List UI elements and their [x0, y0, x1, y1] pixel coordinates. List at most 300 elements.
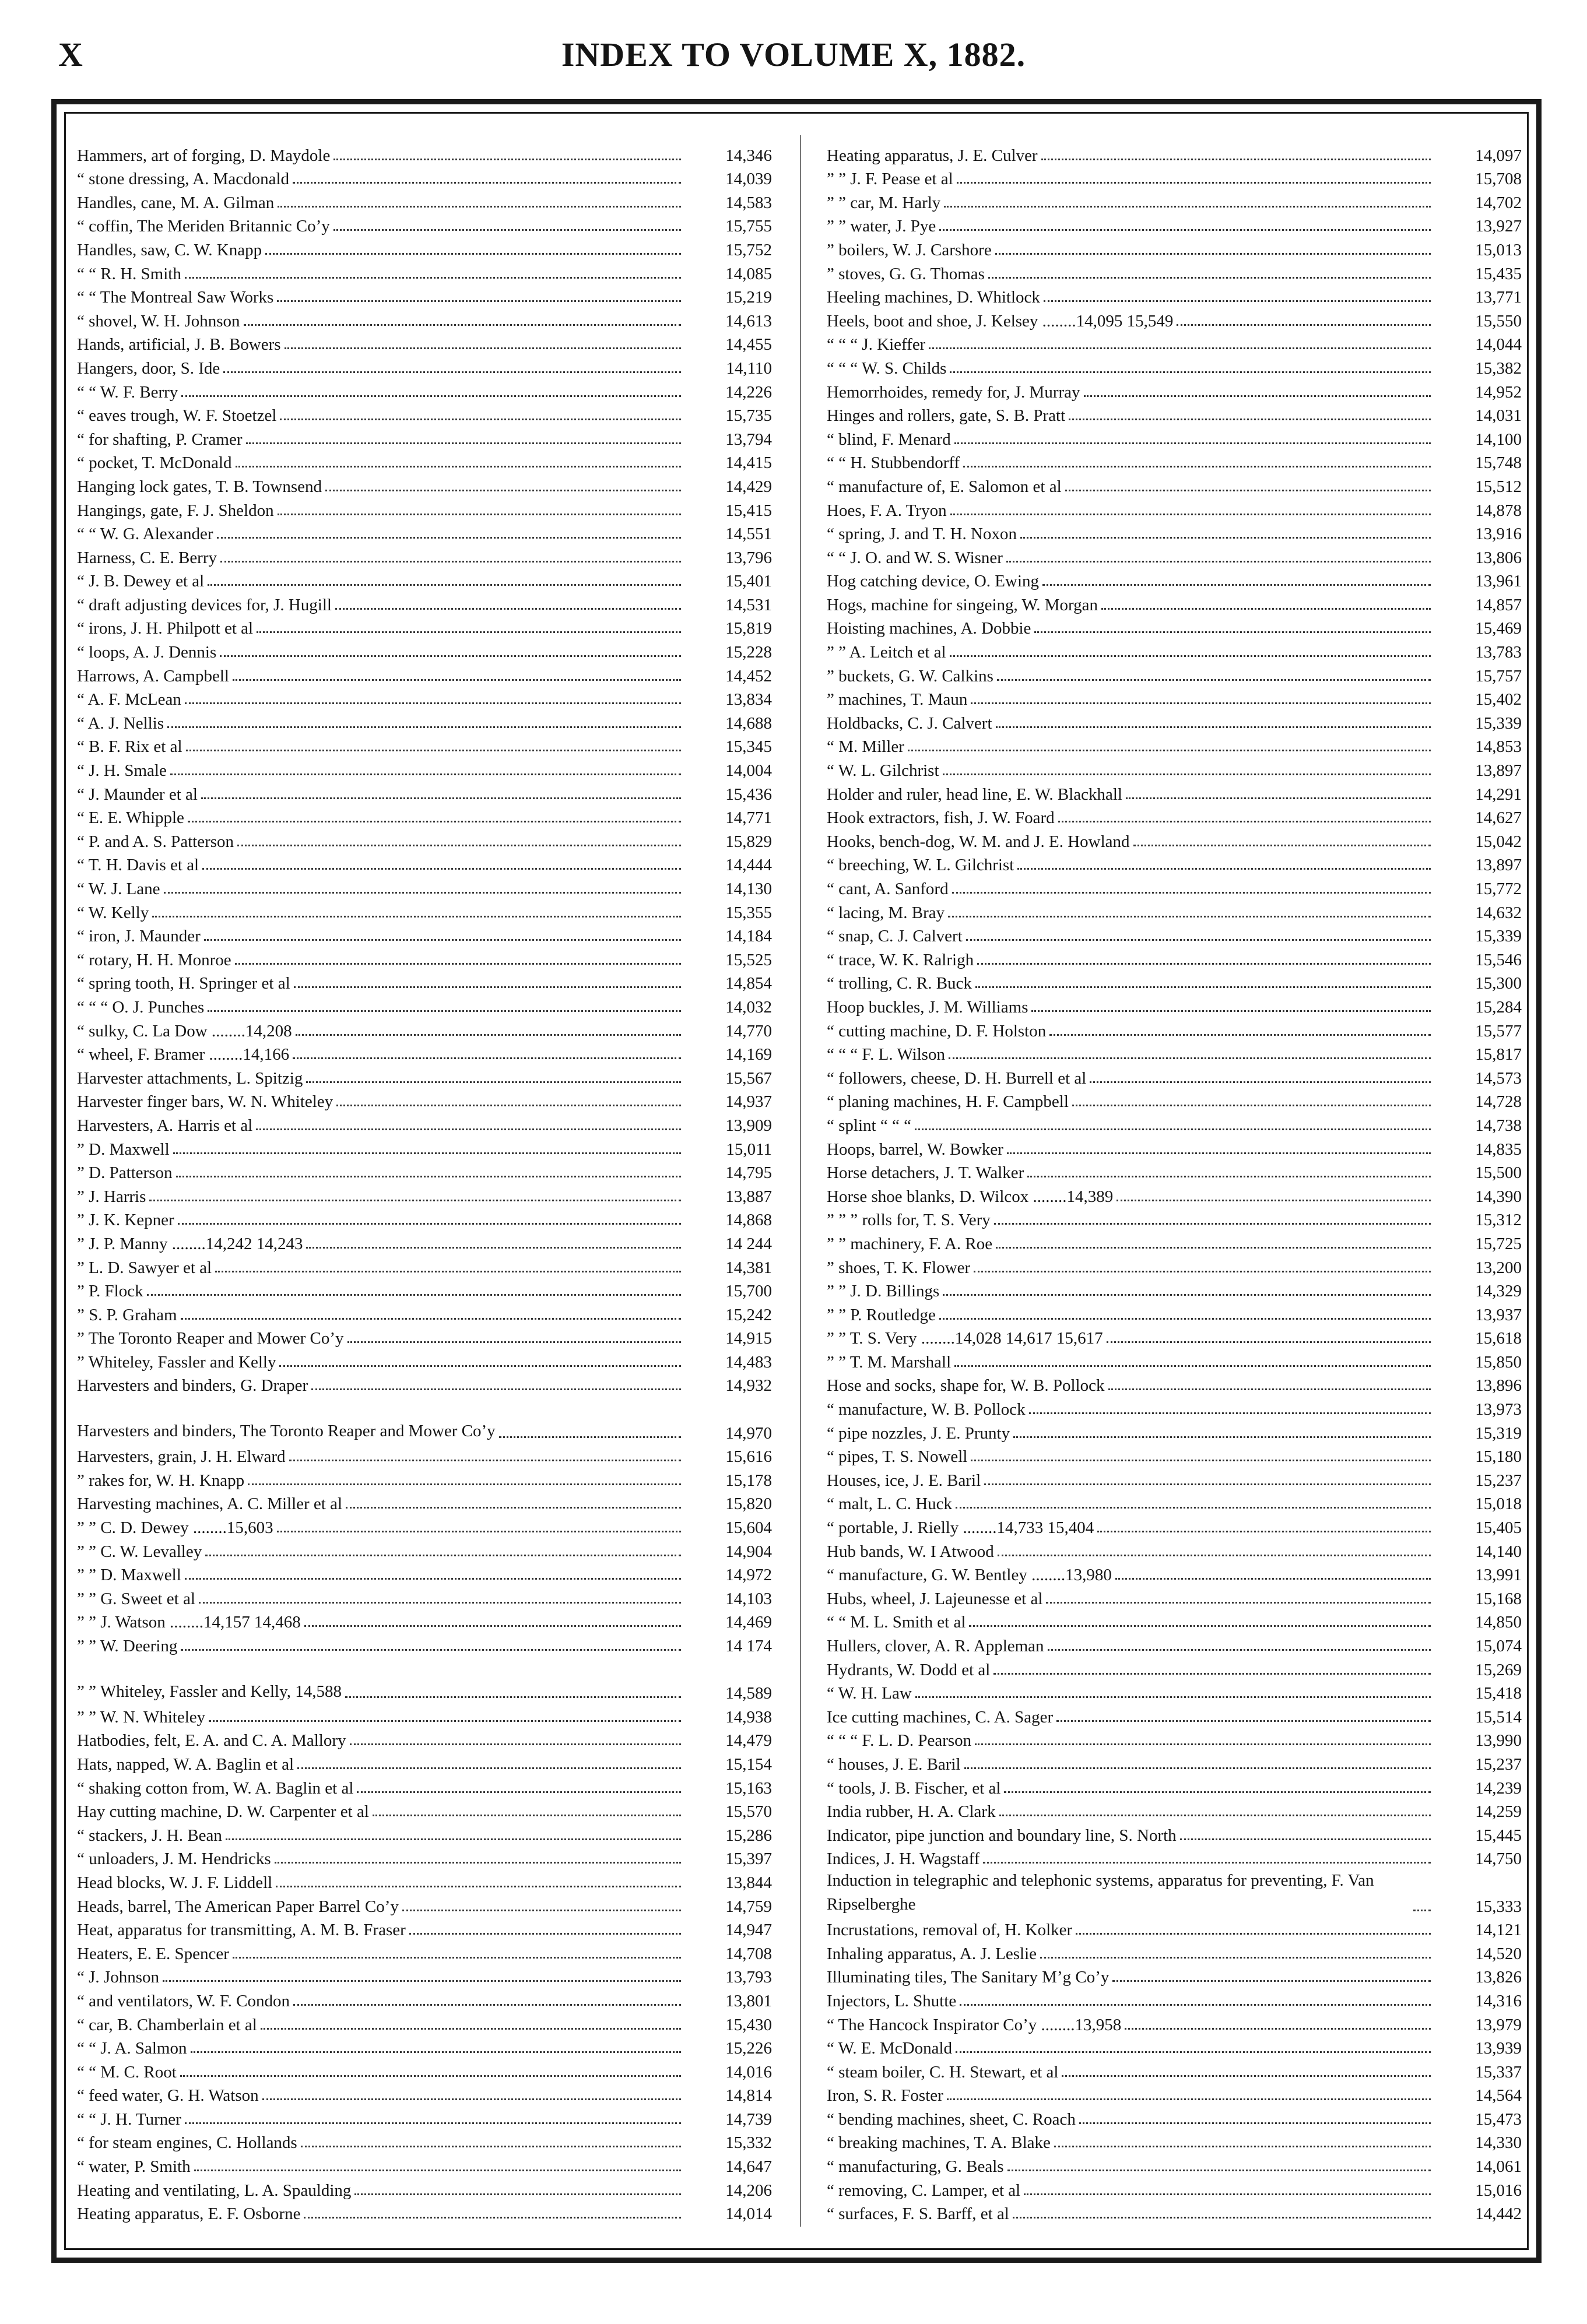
- leader-dots: [235, 963, 681, 965]
- index-entry: [77, 709, 772, 733]
- entry-text: “ M. Miller: [827, 737, 904, 757]
- index-entry: [827, 733, 1522, 757]
- leader-dots: [997, 679, 1431, 681]
- entry-page-number: 14 244: [725, 1234, 772, 1253]
- entry-text: Harvesters and binders, The Toronto Reaper and Mower Co’y: [77, 1422, 496, 1441]
- index-entry: [827, 1301, 1522, 1325]
- leader-dots: [191, 2051, 682, 2053]
- index-entry: [77, 733, 772, 757]
- leader-dots: [1007, 1152, 1431, 1154]
- entry-page-number: 14,613: [725, 311, 772, 331]
- index-entry: [827, 591, 1522, 615]
- leader-dots: [185, 702, 681, 704]
- entry-page-number: 15,512: [1475, 477, 1522, 496]
- entry-text: “ cutting machine, D. F. Holston: [827, 1021, 1047, 1040]
- leader-dots: [954, 442, 1431, 444]
- entry-text: Hammers, art of forging, D. Maydole: [77, 146, 331, 165]
- entry-text: “ “ M. C. Root: [77, 2062, 177, 2082]
- entry-page-number: 15,755: [725, 217, 772, 236]
- entry-text: “ loops, A. J. Dennis: [77, 643, 217, 662]
- leader-dots: [915, 1696, 1431, 1698]
- entry-text: “ manufacture, W. B. Pollock: [827, 1400, 1026, 1419]
- index-entry: [77, 591, 772, 615]
- entry-text: “ for shafting, P. Cramer: [77, 430, 243, 449]
- entry-page-number: 15,415: [725, 501, 772, 520]
- leader-dots: [966, 939, 1431, 941]
- leader-dots: [275, 1862, 681, 1864]
- leader-dots: [1013, 2217, 1431, 2218]
- index-entry: [827, 1538, 1522, 1562]
- entry-text: Holdbacks, C. J. Calvert: [827, 713, 992, 733]
- index-entry: [77, 1490, 772, 1514]
- entry-text: “ sulky, C. La Dow ........14,208: [77, 1021, 292, 1040]
- leader-dots: [164, 892, 681, 894]
- leader-dots: [289, 1460, 681, 1461]
- entry-page-number: 14,415: [725, 453, 772, 473]
- entry-page-number: 14,259: [1475, 1802, 1522, 1822]
- entry-page-number: 15,339: [1475, 927, 1522, 946]
- leader-dots: [1054, 2146, 1431, 2147]
- leader-dots: [199, 1602, 681, 1604]
- entry-page-number: 15,402: [1475, 690, 1522, 709]
- index-entry: [77, 2105, 772, 2129]
- entry-page-number: 15,339: [1475, 713, 1522, 733]
- entry-page-number: 15,735: [725, 406, 772, 426]
- entry-page-number: 14,853: [1475, 737, 1522, 757]
- leader-dots: [1076, 1933, 1431, 1935]
- entry-text: Hangers, door, S. Ide: [77, 358, 220, 378]
- index-entry: [77, 2011, 772, 2035]
- entry-text: ” stoves, G. G. Thomas: [827, 264, 985, 283]
- entry-text: Hangings, gate, F. J. Sheldon: [77, 501, 274, 520]
- entry-text: Indicator, pipe junction and boundary line, S. North: [827, 1826, 1177, 1845]
- leader-dots: [215, 1271, 681, 1272]
- leader-dots: [971, 702, 1431, 704]
- entry-text: Harrows, A. Campbell: [77, 666, 229, 685]
- entry-page-number: 14,442: [1475, 2205, 1522, 2224]
- index-entry: [827, 426, 1522, 449]
- entry-text: Iron, S. R. Foster: [827, 2086, 943, 2105]
- index-entry: [827, 2082, 1522, 2106]
- entry-page-number: 14,850: [1475, 1613, 1522, 1632]
- column-divider: [800, 135, 801, 2227]
- index-entry: [827, 2035, 1522, 2059]
- entry-page-number: 15,570: [725, 1802, 772, 1822]
- entry-text: Harvesters, A. Harris et al: [77, 1116, 253, 1135]
- index-entry: [77, 1514, 772, 1538]
- index-entry: [77, 2200, 772, 2224]
- index-entry: [827, 1419, 1522, 1443]
- entry-page-number: 15,074: [1475, 1637, 1522, 1655]
- entry-text: “ “ W. F. Berry: [77, 382, 178, 402]
- entry-page-number: 14,551: [725, 525, 772, 544]
- entry-page-number: 14,708: [725, 1944, 772, 1963]
- entry-text: ” shoes, T. K. Flower: [827, 1258, 971, 1277]
- entry-text: Incrustations, removal of, H. Kolker: [827, 1921, 1073, 1940]
- entry-page-number: 15,757: [1475, 666, 1522, 685]
- entry-text: Harvesters and binders, G. Draper: [77, 1376, 308, 1395]
- entry-page-number: 15,445: [1475, 1826, 1522, 1845]
- leader-dots: [971, 1460, 1431, 1461]
- entry-page-number: 14,904: [725, 1542, 772, 1561]
- entry-page-number: 14,647: [725, 2157, 772, 2177]
- entry-page-number: 14,583: [725, 193, 772, 212]
- index-entry: [827, 1774, 1522, 1798]
- entry-page-number: 15,616: [725, 1447, 772, 1467]
- index-entry: [77, 236, 772, 260]
- entry-text: “ “ W. G. Alexander: [77, 525, 213, 544]
- leader-dots: [233, 1957, 681, 1959]
- entry-text: “ “ “ F. L. Wilson: [827, 1045, 945, 1064]
- leader-dots: [180, 2075, 681, 2077]
- entry-text: ” ” J. F. Pease et al: [827, 170, 953, 189]
- entry-page-number: 14,728: [1475, 1092, 1522, 1112]
- entry-text: “ W. L. Gilchrist: [827, 761, 939, 780]
- entry-text: Hoop buckles, J. M. Williams: [827, 997, 1028, 1017]
- entry-text: “ feed water, G. H. Watson: [77, 2086, 259, 2105]
- leader-dots: [956, 2051, 1431, 2053]
- entry-text: ” S. P. Graham: [77, 1305, 177, 1324]
- index-entry: [827, 1987, 1522, 2011]
- entry-text: “ pipe nozzles, J. E. Prunty: [827, 1423, 1010, 1443]
- entry-page-number: 13,783: [1475, 643, 1522, 662]
- entry-page-number: 15,333: [1475, 1897, 1522, 1916]
- leader-dots: [181, 395, 681, 397]
- leader-dots: [346, 1507, 681, 1509]
- leader-dots: [357, 1791, 681, 1793]
- entry-page-number: 15,819: [725, 619, 772, 638]
- leader-dots: [1125, 2028, 1431, 2030]
- leader-dots: [167, 726, 681, 728]
- index-entry: [77, 1727, 772, 1751]
- entry-page-number: 14,878: [1475, 501, 1522, 520]
- entry-page-number: 14,444: [725, 856, 772, 875]
- entry-page-number: 15,708: [1475, 170, 1522, 189]
- entry-page-number: 13,793: [725, 1968, 772, 1987]
- leader-dots: [217, 537, 681, 539]
- leader-dots: [1133, 845, 1431, 846]
- entry-page-number: 14,972: [725, 1566, 772, 1585]
- index-entry: [827, 2058, 1522, 2082]
- entry-page-number: 14,032: [725, 997, 772, 1017]
- entry-text: Heeling machines, D. Whitlock: [827, 288, 1040, 307]
- entry-text: Heat, apparatus for transmitting, A. M. B. Fraser: [77, 1921, 406, 1940]
- entry-text: Harvester finger bars, W. N. Whiteley: [77, 1092, 333, 1112]
- index-entry: [77, 899, 772, 923]
- index-entry: [77, 1372, 772, 1396]
- entry-text: “ irons, J. H. Philpott et al: [77, 619, 254, 638]
- index-entry: [77, 544, 772, 568]
- entry-text: Horse shoe blanks, D. Wilcox ........14,389: [827, 1187, 1114, 1206]
- entry-text: “ planing machines, H. F. Campbell: [827, 1092, 1069, 1112]
- entry-page-number: 14,121: [1475, 1921, 1522, 1940]
- index-entry: [827, 1703, 1522, 1727]
- leader-dots: [957, 182, 1431, 184]
- entry-text: “ “ “ O. J. Punches: [77, 997, 205, 1017]
- entry-text: ” ” P. Routledge: [827, 1305, 936, 1324]
- index-entry: [827, 354, 1522, 378]
- leader-dots: [943, 1294, 1431, 1296]
- index-entry: [77, 946, 772, 970]
- entry-text: ” ” D. Maxwell: [77, 1566, 181, 1585]
- leader-dots: [969, 1625, 1431, 1627]
- entry-page-number: 15,401: [725, 572, 772, 591]
- leader-dots: [999, 1815, 1431, 1816]
- entry-page-number: 15,473: [1475, 2109, 1522, 2129]
- leader-dots: [1044, 300, 1431, 302]
- index-entry: [77, 1467, 772, 1490]
- leader-dots: [1108, 1388, 1431, 1390]
- index-column-left: [77, 142, 772, 2224]
- index-entry: [77, 1278, 772, 1302]
- index-entry: [77, 449, 772, 473]
- entry-text: “ J. Johnson: [77, 1968, 159, 1987]
- index-entry: [77, 521, 772, 544]
- entry-page-number: 13,887: [725, 1187, 772, 1206]
- entry-text: ” The Toronto Reaper and Mower Co’y: [77, 1329, 344, 1348]
- entry-text: Induction in telegraphic and telephonic systems, apparatus for preventing, F. Van Ripselberghe: [827, 1871, 1374, 1914]
- entry-text: ” ” C. W. Levalley: [77, 1542, 202, 1561]
- entry-text: Heating apparatus, E. F. Osborne: [77, 2205, 301, 2224]
- entry-page-number: 13,909: [725, 1116, 772, 1135]
- entry-page-number: 14,085: [725, 264, 772, 283]
- entry-text: “ B. F. Rix et al: [77, 737, 182, 757]
- leader-dots: [1079, 2122, 1431, 2124]
- entry-text: Hooks, bench-dog, W. M. and J. E. Howland: [827, 832, 1130, 851]
- index-entry: [77, 189, 772, 213]
- entry-text: Heaters, E. E. Spencer: [77, 1944, 229, 1963]
- leader-dots: [1413, 1910, 1431, 1911]
- entry-text: ” ” T. M. Marshall: [827, 1352, 952, 1372]
- index-entry: [77, 1822, 772, 1845]
- entry-text: ” ” machinery, F. A. Roe: [827, 1234, 993, 1253]
- index-entry: [77, 2058, 772, 2082]
- leader-dots: [194, 2170, 681, 2171]
- entry-page-number: 14,857: [1475, 595, 1522, 614]
- leader-dots: [301, 2146, 681, 2147]
- index-entry: [827, 2011, 1522, 2035]
- leader-dots: [1049, 1034, 1431, 1036]
- entry-page-number: 13,794: [725, 430, 772, 449]
- index-entry: [77, 2082, 772, 2106]
- entry-page-number: 15,242: [725, 1305, 772, 1324]
- entry-text: ” ” C. D. Dewey ........15,603: [77, 1518, 273, 1538]
- entry-text: ” J. K. Kepner: [77, 1211, 174, 1230]
- entry-text: “ and ventilators, W. F. Condon: [77, 1991, 290, 2010]
- leader-dots: [181, 1649, 681, 1651]
- entry-text: “ stone dressing, A. Macdonald: [77, 170, 290, 189]
- leader-dots: [373, 1815, 681, 1816]
- entry-text: “ water, P. Smith: [77, 2157, 191, 2177]
- entry-page-number: 15,219: [725, 288, 772, 307]
- entry-text: Hubs, wheel, J. Lajeunesse et al: [827, 1589, 1043, 1608]
- index-entry: [827, 686, 1522, 710]
- entry-page-number: 14,952: [1475, 382, 1522, 402]
- index-entry: [77, 1254, 772, 1278]
- leader-dots: [208, 584, 681, 586]
- entry-text: Harvesting machines, A. C. Miller et al: [77, 1495, 343, 1514]
- index-column-right: [827, 142, 1522, 2224]
- leader-dots: [1040, 1957, 1431, 1959]
- entry-text: “ E. E. Whipple: [77, 808, 184, 828]
- entry-text: “ “ H. Stubbendorff: [827, 453, 960, 473]
- leader-dots: [285, 347, 681, 349]
- index-entry: [77, 1112, 772, 1135]
- entry-page-number: 13,801: [725, 1991, 772, 2010]
- index-entry: [827, 2153, 1522, 2177]
- index-entry: [77, 757, 772, 780]
- leader-dots: [963, 466, 1431, 467]
- entry-page-number: 15,820: [725, 1495, 772, 1514]
- leader-dots: [188, 821, 681, 822]
- entry-page-number: 15,013: [1475, 240, 1522, 259]
- entry-page-number: 13,916: [1475, 525, 1522, 544]
- index-entry: [827, 2105, 1522, 2129]
- entry-page-number: 15,237: [1475, 1471, 1522, 1490]
- leader-dots: [1007, 2170, 1431, 2171]
- leader-dots: [499, 1436, 681, 1438]
- entry-text: “ followers, cheese, D. H. Burrell et al: [827, 1068, 1087, 1088]
- leader-dots: [977, 963, 1431, 965]
- entry-text: ” ” water, J. Pye: [827, 217, 936, 236]
- index-entry: [827, 1467, 1522, 1490]
- leader-dots: [1024, 2193, 1431, 2195]
- entry-text: Ice cutting machines, C. A. Sager: [827, 1707, 1054, 1727]
- entry-page-number: 15,269: [1475, 1660, 1522, 1679]
- entry-page-number: 14,564: [1475, 2086, 1522, 2105]
- entry-page-number: 15,312: [1475, 1211, 1522, 1230]
- index-entry: [77, 1017, 772, 1041]
- leader-dots: [293, 182, 681, 184]
- index-entry: [77, 378, 772, 402]
- entry-text: Injectors, L. Shutte: [827, 1991, 957, 2010]
- leader-dots: [306, 1247, 681, 1249]
- leader-dots: [233, 679, 681, 681]
- index-entry: [77, 2035, 772, 2059]
- leader-dots: [202, 868, 681, 870]
- entry-page-number: 15,604: [725, 1518, 772, 1538]
- entry-page-number: 13,834: [725, 690, 772, 709]
- entry-page-number: 15,567: [725, 1068, 772, 1088]
- index-entry: [827, 899, 1522, 923]
- entry-page-number: 13,937: [1475, 1305, 1522, 1324]
- leader-dots: [236, 466, 682, 467]
- leader-dots: [1004, 1791, 1431, 1793]
- entry-text: “ steam boiler, C. H. Stewart, et al: [827, 2062, 1059, 2082]
- entry-text: “ trace, W. K. Ralrigh: [827, 950, 974, 969]
- entry-page-number: 14,632: [1475, 903, 1522, 922]
- entry-page-number: 15,577: [1475, 1021, 1522, 1040]
- leader-dots: [147, 1294, 681, 1296]
- entry-text: ” Whiteley, Fassler and Kelly: [77, 1352, 276, 1372]
- entry-text: ” D. Maxwell: [77, 1140, 170, 1159]
- entry-text: Harvester attachments, L. Spitzig: [77, 1068, 303, 1088]
- leader-dots: [333, 159, 681, 160]
- entry-page-number: 15,016: [1475, 2181, 1522, 2200]
- leader-dots: [1020, 537, 1431, 539]
- entry-text: Hats, napped, W. A. Baglin et al: [77, 1755, 294, 1774]
- leader-dots: [952, 892, 1431, 894]
- entry-text: “ W. J. Lane: [77, 880, 160, 898]
- leader-dots: [1034, 631, 1431, 633]
- entry-page-number: 14,184: [725, 927, 772, 946]
- entry-text: “ for steam engines, C. Hollands: [77, 2133, 297, 2153]
- index-entry: [827, 1609, 1522, 1633]
- index-entry: [77, 1703, 772, 1727]
- index-entry: [77, 1088, 772, 1112]
- entry-page-number: 15,237: [1475, 1755, 1522, 1774]
- entry-text: “ coffin, The Meriden Britannic Co’y: [77, 217, 330, 236]
- entry-text: Houses, ice, J. E. Baril: [827, 1471, 981, 1490]
- index-entry: [827, 1159, 1522, 1183]
- entry-page-number: 14,097: [1475, 146, 1522, 165]
- leader-dots: [262, 2098, 681, 2100]
- leader-dots: [956, 1507, 1431, 1509]
- entry-text: “ T. H. Davis et al: [77, 856, 199, 875]
- entry-page-number: 14,483: [725, 1352, 772, 1372]
- leader-dots: [948, 916, 1431, 917]
- index-entry: [77, 1632, 772, 1656]
- entry-page-number: 13,897: [1475, 856, 1522, 875]
- entry-page-number: 15,226: [725, 2039, 772, 2058]
- entry-text: ” machines, T. Maun: [827, 690, 968, 709]
- entry-page-number: 14,039: [725, 170, 772, 189]
- leader-dots: [1115, 1578, 1431, 1580]
- entry-text: Hay cutting machine, D. W. Carpenter et al: [77, 1802, 369, 1822]
- leader-dots: [1065, 490, 1431, 491]
- leader-dots: [335, 608, 681, 610]
- page-title: INDEX TO VOLUME X, 1882.: [561, 36, 1026, 73]
- leader-dots: [256, 1128, 681, 1130]
- leader-dots: [278, 206, 681, 208]
- leader-dots: [964, 1767, 1431, 1769]
- entry-page-number: 14,316: [1475, 1991, 1522, 2010]
- entry-text: “ rotary, H. H. Monroe: [77, 950, 231, 969]
- index-entry: [827, 1845, 1522, 1869]
- leader-dots: [975, 1743, 1431, 1745]
- entry-page-number: 15,435: [1475, 264, 1522, 283]
- index-entry: [77, 780, 772, 804]
- leader-dots: [181, 1318, 681, 1320]
- index-entry: [77, 473, 772, 497]
- leader-dots: [1006, 561, 1431, 562]
- index-entry: [77, 804, 772, 828]
- entry-text: Harness, C. E. Berry: [77, 548, 217, 567]
- index-entry: [77, 1135, 772, 1159]
- leader-dots: [1069, 419, 1431, 420]
- index-entry: [77, 1041, 772, 1065]
- leader-dots: [237, 845, 681, 846]
- index-entry: [827, 1822, 1522, 1845]
- entry-page-number: 15,319: [1475, 1423, 1522, 1443]
- entry-text: “ A. F. McLean: [77, 690, 181, 709]
- entry-page-number: 14,100: [1475, 430, 1522, 449]
- entry-text: Hands, artificial, J. B. Bowers: [77, 335, 281, 354]
- leader-dots: [1056, 1720, 1431, 1722]
- index-entry: [827, 1207, 1522, 1230]
- entry-text: Heating apparatus, J. E. Culver: [827, 146, 1038, 165]
- leader-dots: [226, 1838, 681, 1840]
- entry-page-number: 13,979: [1475, 2015, 1522, 2034]
- entry-page-number: 14,770: [725, 1021, 772, 1040]
- entry-text: ” ” J. Watson ........14,157 14,468: [77, 1613, 301, 1632]
- index-entry: [827, 828, 1522, 852]
- leader-dots: [950, 655, 1431, 657]
- entry-text: Head blocks, W. J. F. Liddell: [77, 1873, 273, 1892]
- leader-dots: [248, 1483, 681, 1485]
- index-entry: [827, 946, 1522, 970]
- entry-page-number: 14,390: [1475, 1187, 1522, 1206]
